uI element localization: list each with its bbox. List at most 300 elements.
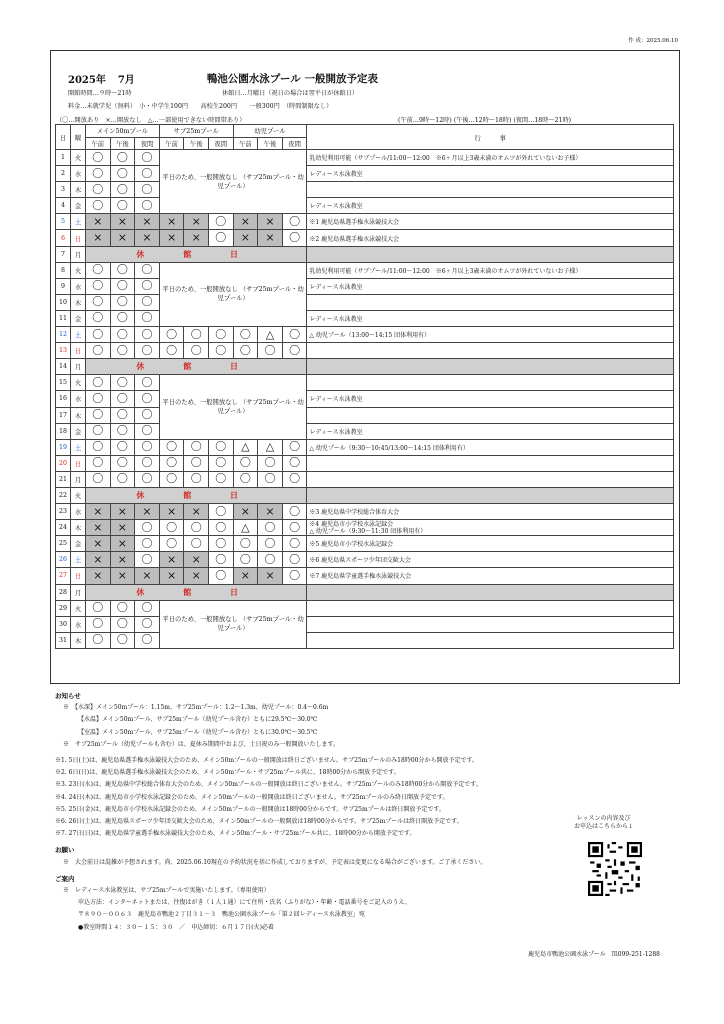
slot-symbol: 〇 <box>92 472 104 486</box>
notice-line: ※ 【水深】メイン50mプール：1.15m、サブ25mプール：1.2～1.3m、幼児プール：0.4～0.6m <box>63 704 329 712</box>
closed-slot <box>258 214 283 230</box>
symbol-legend: （〇…開放あり ×…開放なし △…一部使用できない時間帯あり） <box>56 117 246 124</box>
slot-symbol: 〇 <box>166 343 178 357</box>
slot-symbol: 〇 <box>92 633 104 647</box>
open-slot <box>184 327 209 343</box>
open-slot <box>135 552 160 568</box>
closed-slot <box>184 504 209 520</box>
slot-symbol: 〇 <box>166 456 178 470</box>
slot-symbol: × <box>191 568 201 582</box>
slot-pm: 午後 <box>258 137 283 150</box>
slot-symbol: × <box>93 504 103 518</box>
open-slot <box>135 616 160 632</box>
open-slot <box>135 439 160 455</box>
schedule-row <box>56 262 674 278</box>
slot-night: 夜間 <box>208 137 233 150</box>
slot-symbol: 〇 <box>92 456 104 470</box>
day-number: 31 <box>56 632 71 648</box>
slot-symbol: 〇 <box>116 456 128 470</box>
slot-symbol: × <box>166 568 177 582</box>
slot-symbol: 〇 <box>141 520 153 534</box>
slot-symbol: × <box>93 231 103 245</box>
open-slot <box>184 471 209 487</box>
open-slot <box>159 520 184 536</box>
time-ranges: (午前…9時～12時) (午後…12時～18時) (夜間…18時～21時) <box>398 117 572 124</box>
open-slot <box>86 407 111 423</box>
open-slot <box>282 455 307 471</box>
schedule-row <box>56 423 674 439</box>
schedule-row <box>56 294 674 310</box>
event-note <box>307 455 674 471</box>
schedule-row <box>56 230 674 246</box>
guide-line: ●教室時間１４：３０～１５：３０ ／ 申込締切：６月１７日(火)必着 <box>78 923 274 931</box>
open-slot <box>110 278 135 294</box>
header-events: 行 事 <box>307 125 674 150</box>
day-number: 30 <box>56 616 71 632</box>
slot-symbol: 〇 <box>116 295 128 309</box>
closed-day-info: 休館日…月曜日（祝日の場合は翌平日が休館日） <box>222 90 359 97</box>
slot-am: 午前 <box>233 137 258 150</box>
closed-slot <box>159 230 184 246</box>
weekday: 木 <box>71 407 86 423</box>
weekday: 火 <box>71 262 86 278</box>
slot-symbol: × <box>240 568 251 582</box>
day-number: 1 <box>56 150 71 166</box>
slot-symbol: 〇 <box>289 327 301 341</box>
open-slot <box>233 343 258 359</box>
closed-slot <box>135 230 160 246</box>
event-note: ※7 鹿児島県学童選手権水泳競技大会 <box>307 568 674 584</box>
open-slot <box>282 568 307 584</box>
slot-pm: 午後 <box>184 137 209 150</box>
event-note <box>307 343 674 359</box>
event-note <box>307 471 674 487</box>
footnote-line: ※6. 26日(土)は、鹿児島県スポーツ少年団交歓大会のため、メイン50mプールの一般開放は18時00分からです。サブ25mプールは終日開放予定です。 <box>55 818 463 826</box>
partial-slot <box>258 439 283 455</box>
open-slot <box>135 310 160 326</box>
notices-section <box>55 690 675 934</box>
event-note <box>307 487 674 503</box>
open-slot <box>233 455 258 471</box>
slot-symbol: 〇 <box>141 440 153 454</box>
day-number: 11 <box>56 310 71 326</box>
slot-symbol: 〇 <box>92 198 104 212</box>
open-slot <box>282 343 307 359</box>
weekday: 月 <box>71 359 86 375</box>
closed-slot <box>86 520 111 536</box>
slot-symbol: 〇 <box>215 568 227 582</box>
open-slot <box>135 423 160 439</box>
open-slot <box>208 536 233 552</box>
schedule-row <box>56 520 674 536</box>
open-slot <box>86 278 111 294</box>
slot-symbol: 〇 <box>92 279 104 293</box>
schedule-row <box>56 359 674 375</box>
notices-title: お知らせ <box>55 692 81 700</box>
slot-symbol: 〇 <box>141 456 153 470</box>
schedule-row <box>56 632 674 648</box>
day-number: 2 <box>56 166 71 182</box>
closed-slot <box>258 504 283 520</box>
slot-symbol: 〇 <box>166 440 178 454</box>
slot-symbol: 〇 <box>141 198 153 212</box>
open-slot <box>110 391 135 407</box>
footnote-line: ※1. 5日(土)は、鹿児島県選手権水泳競技大会のため、メイン50mプールの一般開放は終日ございません。サブ25mプールのみ18時00分から開放予定です。 <box>55 757 478 765</box>
day-number: 26 <box>56 552 71 568</box>
slot-symbol: 〇 <box>239 536 251 550</box>
open-slot <box>135 343 160 359</box>
slot-symbol: 〇 <box>289 552 301 566</box>
slot-symbol: 〇 <box>215 214 227 228</box>
slot-symbol: 〇 <box>116 391 128 405</box>
slot-symbol: 〇 <box>92 311 104 325</box>
slot-symbol: 〇 <box>215 456 227 470</box>
weekday: 月 <box>71 471 86 487</box>
slot-symbol: 〇 <box>264 552 276 566</box>
open-slot <box>86 327 111 343</box>
open-slot <box>86 616 111 632</box>
slot-symbol: × <box>240 504 251 518</box>
open-slot <box>86 182 111 198</box>
schedule-row <box>56 552 674 568</box>
open-slot <box>110 327 135 343</box>
weekday: 木 <box>71 632 86 648</box>
open-slot <box>86 439 111 455</box>
created-date: 作 成：2025.06.10 <box>628 38 678 44</box>
slot-symbol: × <box>117 520 127 534</box>
schedule-row <box>56 439 674 455</box>
slot-symbol: 〇 <box>141 424 153 438</box>
slot-symbol: 〇 <box>215 536 227 550</box>
slot-symbol: 〇 <box>215 504 227 518</box>
open-slot <box>86 310 111 326</box>
schedule-row <box>56 150 674 166</box>
weekday: 金 <box>71 536 86 552</box>
closed-slot <box>258 568 283 584</box>
slot-symbol: 〇 <box>116 633 128 647</box>
footnote-line: ※4. 24日(木)は、鹿児島市小学校水泳記録会のため、メイン50mプールの一般開放は終日ございません。サブ25mプールのみ終日開放予定です。 <box>55 793 449 801</box>
open-slot <box>233 536 258 552</box>
open-slot <box>282 471 307 487</box>
open-slot <box>258 520 283 536</box>
slot-symbol: 〇 <box>116 601 128 615</box>
guide-line: 〒８９０－００６３ 鹿児島市鴨池２丁目３１－３ 鴨池公園水泳プール「第２回レディース水泳教室」宛 <box>78 911 365 919</box>
open-slot <box>135 294 160 310</box>
weekday: 日 <box>71 343 86 359</box>
slot-symbol: × <box>117 552 127 566</box>
day-number: 17 <box>56 407 71 423</box>
event-note <box>307 616 674 632</box>
day-number: 20 <box>56 455 71 471</box>
open-slot <box>110 423 135 439</box>
open-slot <box>110 198 135 214</box>
slot-symbol: 〇 <box>92 343 104 357</box>
day-number: 10 <box>56 294 71 310</box>
open-slot <box>110 439 135 455</box>
day-number: 8 <box>56 262 71 278</box>
event-note: ※4 鹿児島市小学校水泳記録会 △ 幼児プール（9:30～11:30 団体利用有） <box>307 520 674 536</box>
open-slot <box>135 150 160 166</box>
slot-symbol: 〇 <box>190 440 202 454</box>
open-slot <box>159 471 184 487</box>
slot-symbol: 〇 <box>116 166 128 180</box>
open-slot <box>135 520 160 536</box>
slot-symbol: 〇 <box>116 424 128 438</box>
open-slot <box>135 262 160 278</box>
open-slot <box>282 214 307 230</box>
slot-symbol: × <box>166 552 177 566</box>
closed-slot <box>233 504 258 520</box>
slot-symbol: 〇 <box>141 472 153 486</box>
open-slot <box>282 439 307 455</box>
weekday: 水 <box>71 504 86 520</box>
open-slot <box>110 471 135 487</box>
schedule-row <box>56 471 674 487</box>
closed-slot <box>233 568 258 584</box>
slot-symbol: 〇 <box>141 279 153 293</box>
event-note: ※6 鹿児島県スポーツ少年団交歓大会 <box>307 552 674 568</box>
weekday: 水 <box>71 391 86 407</box>
slot-symbol: 〇 <box>289 568 301 582</box>
slot-symbol: 〇 <box>190 472 202 486</box>
open-slot <box>208 214 233 230</box>
qr-code-icon[interactable] <box>588 842 642 896</box>
day-number: 29 <box>56 600 71 616</box>
closed-slot <box>184 214 209 230</box>
slot-symbol: × <box>166 504 177 518</box>
slot-symbol: × <box>191 231 201 245</box>
weekday: 火 <box>71 375 86 391</box>
schedule-row <box>56 246 674 262</box>
day-number: 22 <box>56 487 71 503</box>
weekday: 金 <box>71 423 86 439</box>
open-slot <box>110 262 135 278</box>
open-slot <box>208 455 233 471</box>
weekday: 木 <box>71 520 86 536</box>
slot-symbol: 〇 <box>141 311 153 325</box>
event-note: レディース水泳教室 <box>307 166 674 182</box>
slot-symbol: × <box>265 214 275 228</box>
footer-contact: 鹿児島市鴨池公園水泳プール ℡099-251-1288 <box>528 951 660 958</box>
slot-symbol: 〇 <box>92 375 104 389</box>
slot-symbol: 〇 <box>92 391 104 405</box>
slot-symbol: 〇 <box>92 617 104 631</box>
event-note: △ 幼児プール（13:00～14:15 団体利用有） <box>307 327 674 343</box>
event-note: レディース水泳教室 <box>307 198 674 214</box>
open-slot <box>110 600 135 616</box>
open-slot <box>159 327 184 343</box>
open-slot <box>135 536 160 552</box>
event-note: レディース水泳教室 <box>307 278 674 294</box>
slot-symbol: 〇 <box>289 504 301 518</box>
slot-symbol: 〇 <box>141 166 153 180</box>
slot-symbol: 〇 <box>141 391 153 405</box>
open-slot <box>86 150 111 166</box>
slot-symbol: × <box>142 504 152 518</box>
open-slot <box>86 262 111 278</box>
slot-symbol: 〇 <box>141 601 153 615</box>
schedule-table <box>55 124 674 649</box>
slot-symbol: △ <box>265 440 275 454</box>
open-slot <box>208 552 233 568</box>
slot-symbol: 〇 <box>289 343 301 357</box>
open-slot <box>184 520 209 536</box>
slot-symbol: 〇 <box>92 166 104 180</box>
weekday: 木 <box>71 182 86 198</box>
partial-slot <box>233 439 258 455</box>
fee-info: 料金…未就学児（無料） 小・中学生100円 高校生200円 一般300円 （時間制限なし） <box>68 103 333 110</box>
slot-symbol: 〇 <box>264 343 276 357</box>
schedule-row <box>56 487 674 503</box>
slot-symbol: 〇 <box>92 424 104 438</box>
slot-symbol: 〇 <box>166 520 178 534</box>
slot-symbol: 〇 <box>116 375 128 389</box>
closed-slot <box>86 568 111 584</box>
day-number: 4 <box>56 198 71 214</box>
event-note <box>307 600 674 616</box>
slot-pm: 午後 <box>110 137 135 150</box>
slot-symbol: 〇 <box>190 343 202 357</box>
event-note <box>307 359 674 375</box>
slot-symbol: 〇 <box>116 472 128 486</box>
closed-day-band: 休 館 日 <box>86 584 307 600</box>
slot-symbol: 〇 <box>239 327 251 341</box>
slot-symbol: 〇 <box>116 617 128 631</box>
slot-symbol: 〇 <box>239 343 251 357</box>
closed-slot <box>135 214 160 230</box>
schedule-row <box>56 504 674 520</box>
closed-slot <box>86 230 111 246</box>
open-slot <box>208 520 233 536</box>
closed-slot <box>135 568 160 584</box>
footnote-line: ※3. 23日(水)は、鹿児島県中学校総合体育大会のため、メイン50mプールの一般開放は終日ございません。サブ25mプールのみ18時00分から開放予定です。 <box>55 781 482 789</box>
slot-symbol: 〇 <box>141 552 153 566</box>
weekday: 火 <box>71 600 86 616</box>
closed-slot <box>233 214 258 230</box>
guide-line: ※ レディース水泳教室は、サブ25mプールで実施いたします。（専用使用） <box>63 887 270 895</box>
slot-symbol: 〇 <box>289 472 301 486</box>
open-slot <box>135 278 160 294</box>
open-slot <box>110 166 135 182</box>
day-number: 14 <box>56 359 71 375</box>
slot-symbol: 〇 <box>289 456 301 470</box>
title-row <box>68 71 668 86</box>
weekday: 日 <box>71 230 86 246</box>
open-slot <box>135 455 160 471</box>
slot-symbol: 〇 <box>116 198 128 212</box>
slot-symbol: 〇 <box>264 520 276 534</box>
slot-symbol: 〇 <box>141 375 153 389</box>
weekday: 月 <box>71 584 86 600</box>
slot-symbol: 〇 <box>141 633 153 647</box>
notice-line: 【室温】メイン50mプール、サブ25mプール（幼児プール含む）ともに30.0℃～30.5℃ <box>78 728 318 736</box>
day-number: 12 <box>56 327 71 343</box>
slot-symbol: 〇 <box>116 440 128 454</box>
event-note: 乳幼児利用可能（サブプール/11:00～12:00 ※6ヶ月以上3歳未満のオムツが外れていないお子様） <box>307 150 674 166</box>
slot-symbol: × <box>117 504 127 518</box>
header-sub-pool: サブ25mプール <box>159 125 233 138</box>
open-slot <box>110 616 135 632</box>
event-note <box>307 407 674 423</box>
slot-symbol: 〇 <box>215 472 227 486</box>
guide-title: ご案内 <box>55 874 75 883</box>
slot-symbol: × <box>93 520 103 534</box>
open-slot <box>159 439 184 455</box>
open-slot <box>86 471 111 487</box>
event-note: 乳幼児利用可能（サブプール/11:00～12:00 ※6ヶ月以上3歳未満のオムツが外れていないお子様） <box>307 262 674 278</box>
open-slot <box>135 407 160 423</box>
footnote-line: ※5. 25日(金)は、鹿児島市小学校水泳記録会のため、メイン50mプールの一般開放は18時00分からです。サブ25mプールは終日開放予定です。 <box>55 805 445 813</box>
slot-symbol: 〇 <box>166 536 178 550</box>
slot-symbol: 〇 <box>92 150 104 164</box>
schedule-row <box>56 600 674 616</box>
slot-symbol: 〇 <box>116 327 128 341</box>
slot-symbol: 〇 <box>141 617 153 631</box>
open-slot <box>110 455 135 471</box>
open-slot <box>110 375 135 391</box>
open-slot <box>233 471 258 487</box>
event-note <box>307 294 674 310</box>
slot-symbol: 〇 <box>289 440 301 454</box>
open-slot <box>184 439 209 455</box>
weekday: 日 <box>71 455 86 471</box>
notice-line: 【水温】メイン50mプール、サブ25mプール（幼児プール含む）ともに29.5℃～30.0℃ <box>78 716 318 724</box>
weekday: 金 <box>71 198 86 214</box>
open-slot <box>282 504 307 520</box>
slot-symbol: 〇 <box>141 327 153 341</box>
slot-symbol: 〇 <box>264 456 276 470</box>
schedule-row <box>56 166 674 182</box>
event-note: △ 幼児プール（9:30～10:45/13:00～14:15 団体利用有） <box>307 439 674 455</box>
slot-symbol: 〇 <box>289 214 301 228</box>
slot-symbol: 〇 <box>215 231 227 245</box>
day-number: 24 <box>56 520 71 536</box>
open-slot <box>135 182 160 198</box>
open-slot <box>159 455 184 471</box>
slot-symbol: 〇 <box>289 536 301 550</box>
closed-slot <box>159 552 184 568</box>
day-number: 28 <box>56 584 71 600</box>
weekday: 火 <box>71 150 86 166</box>
weekday-no-open-note: 平日のため、一般開放なし （サブ25mプール・幼児プール） <box>159 262 307 326</box>
weekday-no-open-note: 平日のため、一般開放なし （サブ25mプール・幼児プール） <box>159 150 307 214</box>
open-slot <box>135 632 160 648</box>
schedule-row <box>56 214 674 230</box>
slot-night: 夜間 <box>135 137 160 150</box>
slot-am: 午前 <box>86 137 111 150</box>
open-slot <box>282 536 307 552</box>
open-slot <box>110 150 135 166</box>
schedule-row <box>56 310 674 326</box>
day-number: 18 <box>56 423 71 439</box>
slot-symbol: × <box>191 214 201 228</box>
open-slot <box>159 536 184 552</box>
closed-slot <box>184 552 209 568</box>
header-main-pool: メイン50mプール <box>86 125 160 138</box>
closed-slot <box>110 552 135 568</box>
weekday: 土 <box>71 327 86 343</box>
open-slot <box>208 343 233 359</box>
open-slot <box>208 504 233 520</box>
open-slot <box>135 600 160 616</box>
open-slot <box>282 230 307 246</box>
slot-symbol: 〇 <box>92 601 104 615</box>
open-slot <box>208 471 233 487</box>
slot-symbol: 〇 <box>141 343 153 357</box>
closed-slot <box>159 214 184 230</box>
open-slot <box>184 455 209 471</box>
slot-symbol: 〇 <box>289 231 301 245</box>
